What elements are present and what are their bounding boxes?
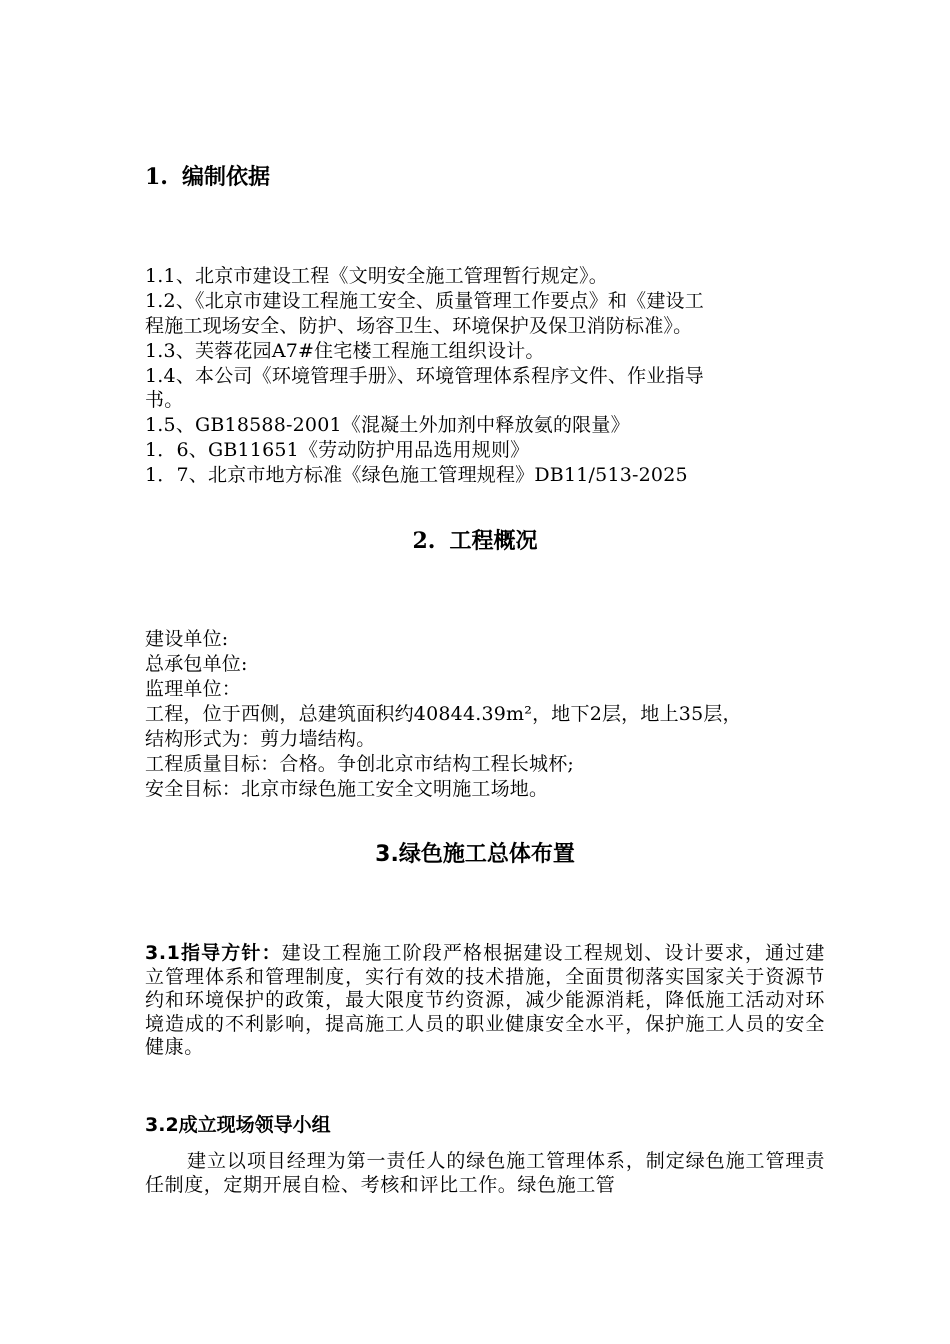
guiding-policy-label: 3.1指导方针： [145, 942, 282, 964]
general-contractor: 总承包单位: [145, 653, 248, 675]
project-area-line: 工程，位于西侧，总建筑面积约40844.39m²，地下2层，地上35层， [145, 703, 742, 725]
section-2-title: 工程概况 [449, 529, 538, 554]
safety-goal-line: 安全目标：北京市绿色施工安全文明施工场地。 [145, 778, 549, 800]
guiding-policy-paragraph [145, 942, 825, 1060]
construction-unit: 建设单位: [145, 628, 229, 650]
section-1-heading [145, 162, 825, 193]
basis-item-1-4-cont: 书。 [145, 389, 184, 411]
quality-goal-line: 工程质量目标：合格。争创北京市结构工程长城杯; [145, 753, 575, 775]
basis-item-1-5: 1.5、GB18588-2001《混凝土外加剂中释放氨的限量》 [145, 414, 630, 436]
basis-item-1-4: 1.4、本公司《环境管理手册》、环境管理体系程序文件、作业指导 [145, 365, 704, 387]
section-3-heading: 3.绿色施工总体布置 [375, 842, 575, 867]
leadership-group-paragraph: 建立以项目经理为第一责任人的绿色施工管理体系，制定绿色施工管理责任制度，定期开展自检、考核和评比工作。绿色施工管 [145, 1150, 825, 1196]
guiding-policy-text: 建设工程施工阶段严格根据建设工程规划、设计要求，通过建立管理体系和管理制度，实行有效的技术措施，全面贯彻落实国家关于资源节约和环境保护的政策，最大限度节约资源，减少能源消耗，降低施工活动对环境造成的不利影响，提高施工人员的职业健康安全水平，保护施工人员的安全健康。 [145, 942, 825, 1058]
basis-item-1-7: 1．7、北京市地方标准《绿色施工管理规程》DB11/513-2025 [145, 464, 688, 486]
structure-type-line: 结构形式为：剪力墙结构。 [145, 728, 376, 750]
section-1-title: 编制依据 [181, 165, 270, 190]
basis-item-1-2-cont: 程施工现场安全、防护、场容卫生、环境保护及保卫消防标准》。 [145, 315, 693, 337]
basis-item-1-1: 1.1、北京市建设工程《文明安全施工管理暂行规定》。 [145, 265, 608, 287]
supervision-unit: 监理单位： [145, 678, 242, 700]
section-1-number: 1. [145, 164, 168, 190]
section-2-number: 2. [412, 528, 436, 554]
section-2-heading [0, 526, 950, 557]
basis-item-1-2: 1.2、《北京市建设工程施工安全、质量管理工作要点》和《建设工 [145, 290, 704, 312]
basis-item-1-3: 1.3、芙蓉花园A7#住宅楼工程施工组织设计。 [145, 340, 545, 362]
basis-item-1-6: 1．6、GB11651《劳动防护用品选用规则》 [145, 439, 530, 461]
subsection-3-2-heading: 3.2成立现场领导小组 [145, 1114, 331, 1136]
